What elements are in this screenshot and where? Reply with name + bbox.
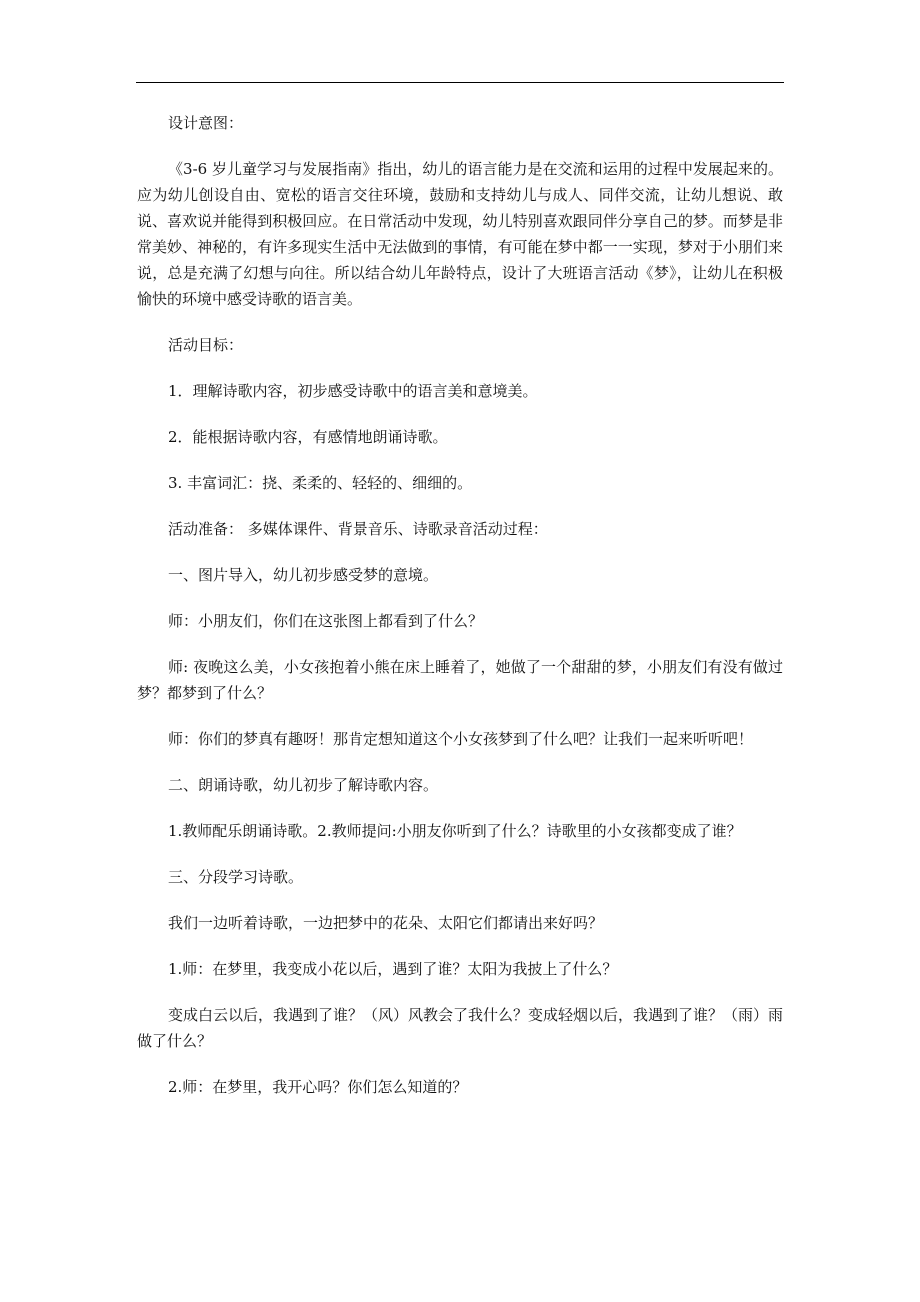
recitation-steps: 1.教师配乐朗诵诗歌。2.教师提问:小朋友你听到了什么？诗歌里的小女孩都变成了谁？ — [168, 822, 742, 840]
teacher-line-3: 师：你们的梦真有趣呀！那肯定想知道这个小女孩梦到了什么吧？让我们一起来听听吧！ — [168, 730, 754, 748]
learning-question-1: 1.师：在梦里，我变成小花以后，遇到了谁？太阳为我披上了什么？ — [168, 960, 618, 978]
section-heading-2: 二、朗诵诗歌，幼儿初步了解诗歌内容。 — [168, 776, 439, 794]
section-heading-3: 三、分段学习诗歌。 — [168, 868, 304, 886]
section-heading-1: 一、图片导入，幼儿初步感受梦的意境。 — [168, 566, 439, 584]
activity-preparation: 活动准备： 多媒体课件、背景音乐、诗歌录音活动过程： — [168, 520, 548, 538]
header-rule — [136, 82, 784, 83]
learning-question-2: 2.师：在梦里，我开心吗？你们怎么知道的？ — [168, 1078, 468, 1096]
heading-design-intent: 设计意图： — [168, 114, 244, 132]
heading-activity-goals: 活动目标： — [168, 336, 244, 354]
goal-item-1: 1．理解诗歌内容，初步感受诗歌中的语言美和意境美。 — [168, 382, 538, 400]
goal-item-2: 2．能根据诗歌内容，有感情地朗诵诗歌。 — [168, 428, 448, 446]
paragraph-design-intent: 《3-6 岁儿童学习与发展指南》指出，幼儿的语言能力是在交流和运用的过程中发展起来的。应为幼儿创设自由、宽松的语言交往环境，鼓励和支持幼儿与成人、同伴交流，让幼儿想说、敢说、喜欢说并能得到积极回应。在日常活动中发现，幼儿特别喜欢跟同伴分享自己的梦。而梦是非常美妙、神秘的，有许多现实生活中无法做到的事情，有可能在梦中都一一实现，梦对于小朋们来说，总是充满了幻想与向往。所以结合幼儿年龄特点，设计了大班语言活动《梦》，让幼儿在积极愉快的环境中感受诗歌的语言美。 — [137, 160, 783, 308]
goal-item-3: 3. 丰富词汇：挠、柔柔的、轻轻的、细细的。 — [168, 474, 473, 492]
document-body — [137, 110, 783, 1100]
learning-question-continued: 变成白云以后，我遇到了谁？（风）风教会了我什么？变成轻烟以后，我遇到了谁？（雨）雨做了什么？ — [137, 1006, 784, 1050]
teacher-line-2: 师: 夜晚这么美，小女孩抱着小熊在床上睡着了，她做了一个甜甜的梦，小朋友们有没有做过梦？都梦到了什么？ — [137, 658, 783, 702]
teacher-line-1: 师：小朋友们，你们在这张图上都看到了什么？ — [168, 612, 484, 630]
learning-intro: 我们一边听着诗歌，一边把梦中的花朵、太阳它们都请出来好吗？ — [168, 914, 604, 932]
